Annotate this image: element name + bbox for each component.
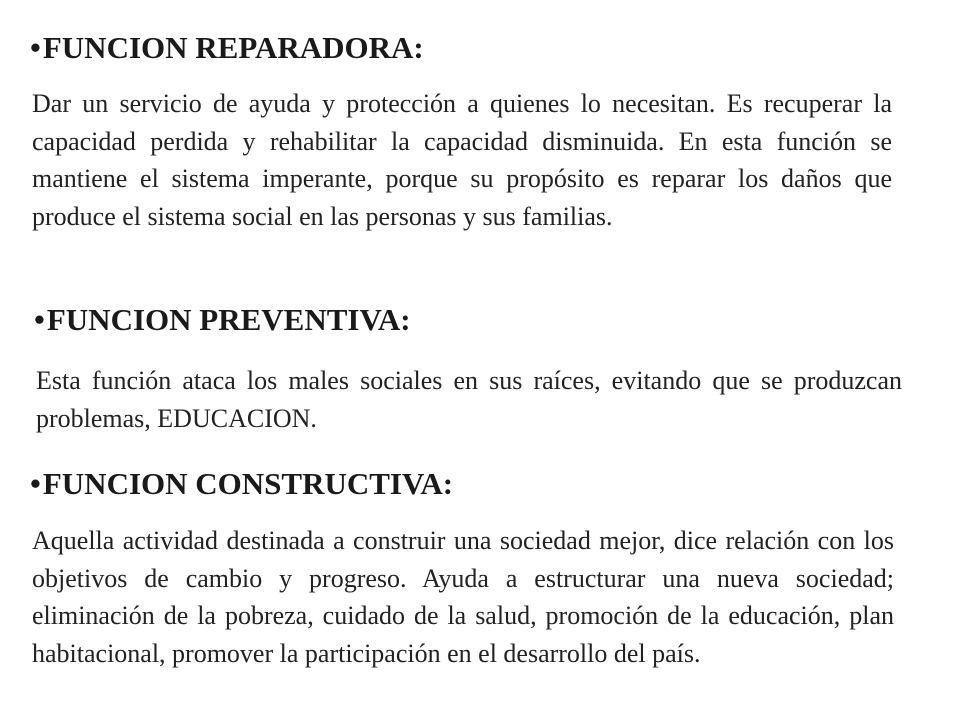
section-reparadora bbox=[30, 30, 424, 66]
heading-constructiva-text: FUNCION CONSTRUCTIVA: bbox=[42, 466, 454, 501]
heading-reparadora-text: FUNCION REPARADORA: bbox=[42, 30, 424, 65]
bullet-icon: • bbox=[30, 466, 41, 501]
bullet-icon: • bbox=[34, 302, 45, 337]
section-preventiva bbox=[34, 302, 411, 338]
heading-reparadora bbox=[30, 30, 424, 66]
bullet-icon: • bbox=[30, 30, 41, 65]
paragraph-constructiva: Aquella actividad destinada a construir una sociedad mejor, dice relación con los objetivos de cambio y progreso. Ayuda a estructurar una nueva sociedad; eliminación de la pobreza, cuidado de la salud, promoción de la educación, plan habitacional, promover la participación en el desarrollo del país. bbox=[32, 526, 894, 668]
section-constructiva bbox=[30, 466, 453, 502]
heading-preventiva bbox=[34, 302, 411, 338]
heading-preventiva-text: FUNCION PREVENTIVA: bbox=[46, 302, 411, 337]
heading-constructiva bbox=[30, 466, 453, 502]
paragraph-reparadora: Dar un servicio de ayuda y protección a quienes lo necesitan. Es recuperar la capacidad perdida y rehabilitar la capacidad disminuida. En esta función se mantiene el sistema imperante, porque su propósito es reparar los daños que produce el sistema social en las personas y sus familias. bbox=[32, 89, 892, 231]
paragraph-preventiva: Esta función ataca los males sociales en sus raíces, evitando que se produzcan problemas, EDUCACION. bbox=[36, 366, 902, 433]
